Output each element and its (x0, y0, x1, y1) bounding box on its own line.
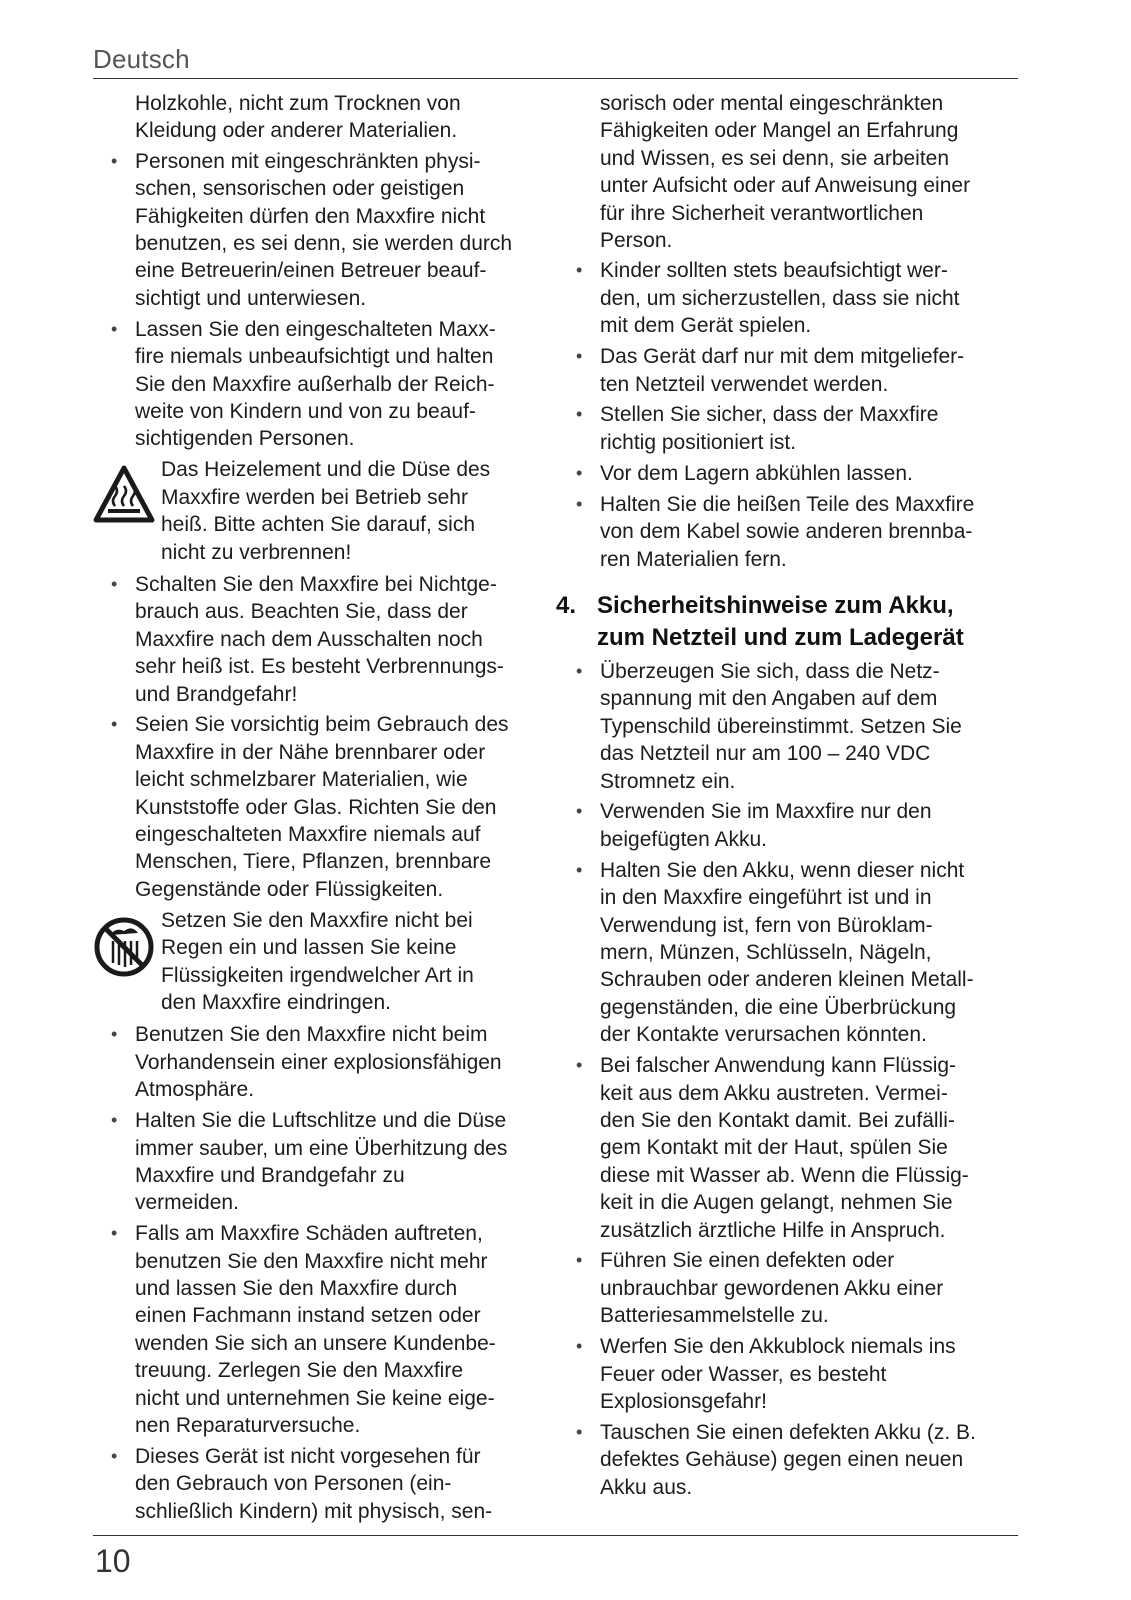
bullet-item (111, 571, 541, 708)
bullet-item (576, 798, 1018, 853)
bullet-marker: • (111, 573, 118, 594)
hot-surface-warning-text (161, 456, 541, 566)
text-line: Person. (600, 229, 673, 253)
text-line: sehr heiß ist. Es besteht Verbrennungs- (135, 655, 504, 679)
bullet-item (576, 401, 1018, 456)
text-line: Feuer oder Wasser, es besteht (600, 1362, 887, 1386)
rain-warning (95, 907, 541, 1017)
bullet-item (576, 1333, 1018, 1415)
text-line: fire niemals unbeaufsichtigt und halten (135, 345, 494, 369)
page-number: 10 (95, 1543, 131, 1579)
text-line: beigefügten Akku. (600, 827, 767, 851)
text-line: Flüssigkeiten irgendwelcher Art in (161, 963, 474, 987)
text-line: und lassen Sie den Maxxfire durch (135, 1277, 458, 1301)
bullet-marker: • (576, 660, 583, 681)
right-column (556, 90, 1018, 1505)
text-line: Stellen Sie sicher, dass der Maxxfire (600, 403, 939, 427)
bullet-marker: • (576, 462, 583, 483)
bullet-item (576, 343, 1018, 398)
text-line: treuung. Zerlegen Sie den Maxxfire (135, 1359, 464, 1383)
bullet-marker: • (576, 801, 583, 822)
text-line: spannung mit den Angaben auf dem (600, 687, 938, 711)
text-line: schließlich Kindern) mit physisch, sen- (135, 1499, 493, 1523)
text-line: und Brandgefahr! (135, 682, 298, 706)
section-title (597, 590, 1018, 654)
text-line: Fähigkeiten oder Mangel an Erfahrung (600, 119, 959, 143)
bullet-item (111, 148, 541, 312)
bullet-item (576, 658, 1018, 795)
text-line: wenden Sie sich an unsere Kundenbe- (135, 1331, 496, 1355)
text-line: Maxxfire und Brandgefahr zu (135, 1163, 405, 1187)
bullet-marker: • (111, 150, 118, 171)
bullet-marker: • (576, 1421, 583, 1442)
bullet-item (111, 711, 541, 903)
text-line: leicht schmelzbarer Materialien, wie (135, 768, 468, 792)
text-line: vermeiden. (135, 1191, 239, 1215)
text-line: Sicherheitshinweise zum Akku, (597, 591, 954, 619)
bullet-marker: • (576, 346, 583, 367)
text-line: Setzen Sie den Maxxfire nicht bei (161, 908, 473, 932)
text-line: Verwendung ist, fern von Büroklam- (600, 913, 933, 937)
bullet-item (111, 1443, 541, 1525)
text-line: zusätzlich ärztliche Hilfe in Anspruch. (600, 1218, 946, 1242)
bullet-marker: • (576, 1250, 583, 1271)
text-line: sichtigenden Personen. (135, 427, 355, 451)
text-line: und Wissen, es sei denn, sie arbeiten (600, 146, 950, 170)
right-continued (576, 90, 1018, 254)
text-line: unter Aufsicht oder auf Anweisung einer (600, 174, 971, 198)
text-line: mern, Münzen, Schlüsseln, Nägeln, (600, 940, 932, 964)
text-line: den Maxxfire eindringen. (161, 991, 391, 1014)
text-line: Überzeugen Sie sich, dass die Netz- (600, 659, 940, 683)
text-line: benutzen, es sei denn, sie werden durch (135, 232, 513, 256)
text-line: gem Kontakt mit der Haut, spülen Sie (600, 1136, 948, 1160)
text-line: Atmosphäre. (135, 1078, 255, 1102)
text-line: Batteriesammelstelle zu. (600, 1304, 829, 1328)
text-line: ten Netzteil verwendet werden. (600, 372, 889, 396)
text-line: Explosionsgefahr! (600, 1389, 767, 1413)
text-line: Werfen Sie den Akkublock niemals ins (600, 1335, 956, 1359)
bullet-item (576, 460, 1018, 487)
bullet-item (111, 1220, 541, 1439)
text-line: den Sie den Kontakt damit. Bei zufälli- (600, 1108, 955, 1132)
text-line: Fähigkeiten dürfen den Maxxfire nicht (135, 204, 486, 228)
bullet-marker: • (576, 260, 583, 281)
text-line: Lassen Sie den eingeschalteten Maxx- (135, 317, 496, 341)
bullet-list-a (111, 148, 541, 453)
bullet-list-d (576, 257, 1018, 572)
hot-surface-warning (95, 456, 541, 566)
header-rule (93, 78, 1018, 79)
text-line: nicht zu verbrennen! (161, 540, 352, 564)
bullet-item (111, 316, 541, 453)
text-line: Holzkohle, nicht zum Trocknen von (135, 92, 461, 115)
text-line: in den Maxxfire eingeführt ist und in (600, 886, 932, 910)
text-line: gegenständen, die eine Überbrückung (600, 995, 957, 1019)
text-line: weite von Kindern und von zu beauf- (135, 399, 476, 423)
text-line: immer sauber, um eine Überhitzung des (135, 1136, 508, 1160)
text-line: für ihre Sicherheit verantwortlichen (600, 201, 924, 225)
hot-surface-warning-icon (91, 462, 157, 528)
bullet-list-e (576, 658, 1018, 1501)
text-line: Schrauben oder anderen kleinen Metall- (600, 968, 974, 992)
text-line: Sie den Maxxfire außerhalb der Reich- (135, 372, 495, 396)
text-line: Benutzen Sie den Maxxfire nicht beim (135, 1023, 488, 1047)
bullet-item (576, 257, 1018, 339)
bullet-marker: • (111, 1024, 118, 1045)
text-line: sichtigt und unterwiesen. (135, 286, 367, 310)
text-line: brauch aus. Beachten Sie, dass der (135, 600, 468, 624)
bullet-marker: • (111, 1223, 118, 1244)
text-line: unbrauchbar gewordenen Akku einer (600, 1276, 944, 1300)
text-line: keit in die Augen gelangt, nehmen Sie (600, 1191, 953, 1215)
header-language: Deutsch (93, 44, 190, 74)
bullet-marker: • (576, 493, 583, 514)
bullet-marker: • (111, 1110, 118, 1131)
text-line: Falls am Maxxfire Schäden auftreten, (135, 1222, 483, 1246)
bullet-item (576, 1247, 1018, 1329)
bullet-marker: • (576, 1055, 583, 1076)
text-line: Kleidung oder anderer Materialien. (135, 119, 458, 143)
text-line: Regen ein und lassen Sie keine (161, 936, 457, 960)
text-line: Halten Sie die Luftschlitze und die Düse (135, 1109, 507, 1133)
bullet-marker: • (111, 714, 118, 735)
bullet-marker: • (576, 859, 583, 880)
text-line: Das Gerät darf nur mit dem mitgeliefer- (600, 345, 965, 369)
text-line: heiß. Bitte achten Sie darauf, sich (161, 513, 476, 537)
left-column (111, 90, 541, 1529)
text-line: Personen mit eingeschränkten physi- (135, 149, 481, 173)
text-line: Verwenden Sie im Maxxfire nur den (600, 800, 932, 824)
text-line: Halten Sie die heißen Teile des Maxxfire (600, 492, 975, 516)
text-line: Vor dem Lagern abkühlen lassen. (600, 461, 913, 485)
text-line: Akku aus. (600, 1475, 693, 1499)
text-line: Maxxfire nach dem Ausschalten noch (135, 627, 483, 651)
text-line: keit aus dem Akku austreten. Vermei- (600, 1081, 948, 1105)
text-line: Halten Sie den Akku, wenn dieser nicht (600, 858, 965, 882)
footer-rule (93, 1535, 1018, 1536)
bullet-marker: • (576, 404, 583, 425)
text-line: der Kontakte verursachen könnten. (600, 1023, 927, 1047)
rain-warning-text (161, 907, 541, 1017)
text-line: nicht und unternehmen Sie keine eige- (135, 1386, 495, 1410)
text-line: Kunststoffe oder Glas. Richten Sie den (135, 795, 497, 819)
text-line: eine Betreuerin/einen Betreuer beauf- (135, 259, 487, 283)
bullet-list-c (111, 1021, 541, 1525)
text-line: nen Reparaturversuche. (135, 1414, 361, 1438)
text-line: das Netzteil nur am 100 – 240 VDC (600, 742, 931, 766)
text-line: Bei falscher Anwendung kann Flüssig- (600, 1054, 957, 1078)
text-line: Stromnetz ein. (600, 769, 736, 793)
section-heading (556, 590, 1018, 654)
text-line: richtig positioniert ist. (600, 430, 797, 454)
text-line: mit dem Gerät spielen. (600, 314, 812, 338)
intro-continued (111, 90, 541, 145)
text-line: Führen Sie einen defekten oder (600, 1249, 895, 1273)
text-line: Tauschen Sie einen defekten Akku (z. B. (600, 1420, 976, 1444)
bullet-item (576, 857, 1018, 1049)
section-number: 4. (556, 591, 577, 619)
text-line: Vorhandensein einer explosionsfähigen (135, 1050, 502, 1074)
text-line: zum Netzteil und zum Ladegerät (597, 623, 964, 651)
text-line: Dieses Gerät ist nicht vorgesehen für (135, 1445, 481, 1468)
text-line: diese mit Wasser ab. Wenn die Flüssig- (600, 1163, 969, 1187)
text-line: Gegenstände oder Flüssigkeiten. (135, 877, 444, 901)
bullet-item (111, 1021, 541, 1103)
text-line: defektes Gehäuse) gegen einen neuen (600, 1448, 964, 1472)
text-line: Das Heizelement und die Düse des (161, 458, 491, 482)
text-line: benutzen Sie den Maxxfire nicht mehr (135, 1249, 488, 1273)
no-rain-icon (91, 913, 157, 979)
text-line: den, um sicherzustellen, dass sie nicht (600, 286, 960, 310)
text-line: Maxxfire in der Nähe brennbarer oder (135, 740, 486, 764)
bullet-list-b (111, 571, 541, 903)
text-line: Maxxfire werden bei Betrieb sehr (161, 485, 468, 509)
text-line: sorisch oder mental eingeschränkten (600, 92, 944, 115)
bullet-item (576, 491, 1018, 573)
text-line: eingeschalteten Maxxfire niemals auf (135, 823, 481, 847)
text-line: den Gebrauch von Personen (ein- (135, 1472, 452, 1496)
text-line: Seien Sie vorsichtig beim Gebrauch des (135, 713, 509, 737)
text-line: Typenschild übereinstimmt. Setzen Sie (600, 714, 962, 738)
bullet-marker: • (576, 1336, 583, 1357)
text-line: schen, sensorischen oder geistigen (135, 177, 465, 201)
bullet-marker: • (111, 318, 118, 339)
bullet-item (576, 1052, 1018, 1244)
text-line: Menschen, Tiere, Pflanzen, brennbare (135, 850, 492, 874)
text-line: Kinder sollten stets beaufsichtigt wer- (600, 259, 948, 283)
bullet-item (576, 1419, 1018, 1501)
text-line: Schalten Sie den Maxxfire bei Nichtge- (135, 572, 497, 596)
text-line: ren Materialien fern. (600, 547, 787, 571)
bullet-item (111, 1107, 541, 1217)
bullet-marker: • (111, 1446, 118, 1466)
text-line: von dem Kabel sowie anderen brennba- (600, 520, 973, 544)
text-line: einen Fachmann instand setzen oder (135, 1304, 481, 1328)
